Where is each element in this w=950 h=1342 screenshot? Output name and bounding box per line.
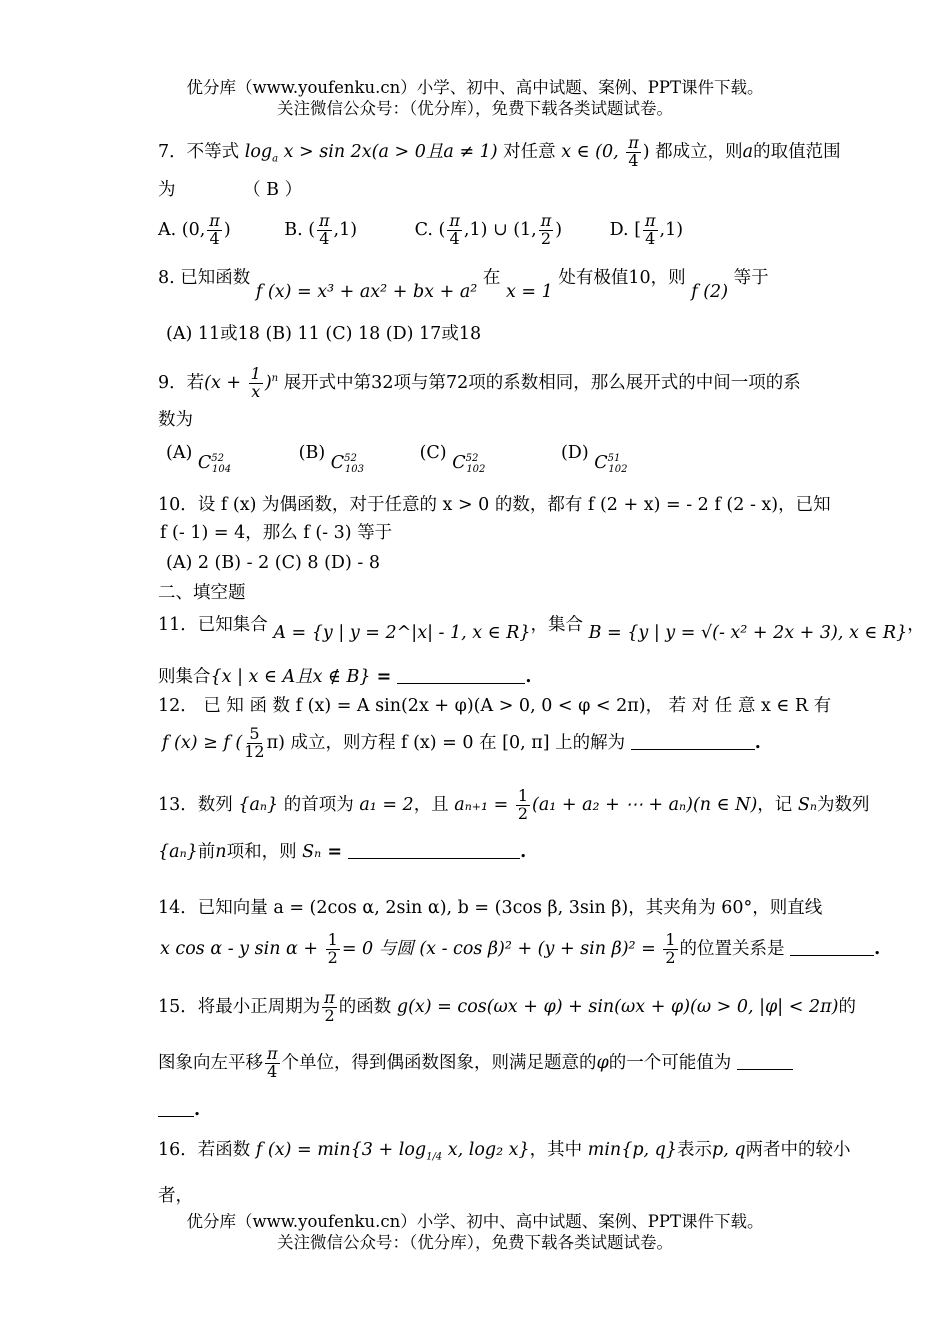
question-14-line-2: x cos α - y sin α + $\frac{1}{2}$ = 0 与圆 (x - cos β)² + (y + sin β)² = $\frac{1}{2}$ 的位置关系是 . <box>160 930 881 967</box>
q13-rec-b: (a₁ + a₂ + ⋯ + aₙ)(n ∈ N) <box>532 794 758 815</box>
q9-binomial: (x + $\frac{1}{x}$ )$^n$ <box>204 364 279 401</box>
q13-answer-blank[interactable] <box>348 842 520 859</box>
question-10-line-2: f (- 1) = 4，那么 f (- 3) 等于 <box>160 523 393 543</box>
q7-line-2-text: 为 <box>158 180 176 200</box>
q12-line-2b: π) 成立，则方程 f (x) = 0 在 [0, π] 上的解为 <box>266 732 626 753</box>
question-11-line-1 <box>158 615 925 643</box>
q7-option-a: A. <box>158 219 177 240</box>
q7-option-c: C. <box>414 219 433 240</box>
q9-option-a: (A) <box>166 442 193 463</box>
question-12-line-1: 12． 已 知 函 数 f (x) = A sin(2x + φ)(A > 0, 0 < φ < 2π)， 若 对 任 意 x ∈ R 有 <box>158 696 832 716</box>
q7-stem-a: 7．不等式 <box>158 141 240 162</box>
q7-stem-d: 的取值范围 <box>753 141 841 162</box>
question-10-options: (A) 2 (B) - 2 (C) 8 (D) - 8 <box>166 553 380 573</box>
q13-a1: a₁ = 2 <box>359 794 414 815</box>
q9-option-d: (D) <box>560 442 589 463</box>
q15-answer-blank-part-1[interactable] <box>737 1053 793 1070</box>
question-8-line-1 <box>158 268 769 302</box>
q13-sequence: {aₙ} <box>238 794 279 815</box>
q7-x-in: x ∈ (0, <box>561 141 625 162</box>
q13-stem-e: 为数列 <box>816 794 870 815</box>
question-16-line-1: 16．若函数 f $(x) = \min\{3 + \log_{1/4} x$, log₂ x}，其中 min{p, q}表示p, q两者中的较小 <box>158 1140 851 1163</box>
q8-x-eq: x = 1 <box>505 282 553 302</box>
q8-f2: f (2) <box>691 282 729 302</box>
question-15-line-1: 15．将最小正周期为 $\frac{\pi}{2}$ 的函数 g(x) = cos(ωx + φ) + sin(ωx + φ)(ω > 0, |φ| < 2π)的 <box>158 988 856 1025</box>
section-2-title: 二、填空题 <box>158 583 246 603</box>
q13-stem-d: ，记 <box>757 794 793 815</box>
q9-option-b: (B) <box>298 442 326 463</box>
q11-stem-b: ，集合 <box>530 615 584 635</box>
q7-option-d: D. <box>609 219 629 240</box>
q8-stem-b: 在 <box>482 268 501 288</box>
q13-rec-a: aₙ₊₁ = <box>454 794 514 815</box>
q11-stem-c: ， <box>907 615 925 635</box>
question-10-line-1: 10．设 f (x) 为偶函数，对于任意的 x > 0 的数，都有 f (2 + x) = - 2 f (2 - x)，已知 <box>158 495 831 515</box>
question-7-line-1: 7．不等式 $\log_a x > \sin 2x(a > 0$且a ≠ 1) 对任意 x ∈ (0, $\frac{\pi}{4}$ ) 都成立，则a的取值范围 <box>158 133 841 170</box>
question-14-line-1: 14．已知向量 a = (2cos α, 2sin α), b = (3cos β, 3sin β)，其夹角为 60°，则直线 <box>158 898 823 918</box>
question-9-options: (A) $C^{52}_{104}$ (B) $C^{52}_{103}$ (C) $C^{52}_{102}$ (D) $C^{51}_{102}$ <box>166 442 628 476</box>
question-16-line-2: 者， <box>158 1186 193 1206</box>
q13-stem-a: 13．数列 <box>158 794 233 815</box>
question-9-line-1 <box>158 366 801 401</box>
q8-stem-c: 处有极值10，则 <box>558 268 686 288</box>
q7-answer: （ B ） <box>243 180 303 200</box>
q11-set-b: B = {y | y = √(- x² + 2x + 3), x ∈ R} <box>588 623 908 643</box>
q12-frac: $\frac{5}{12}$ <box>244 724 265 761</box>
q11-stem-a: 11．已知集合 <box>158 615 268 635</box>
q11-set-c: {x | x ∈ A且x ∉ B} <box>210 667 371 687</box>
header-line-1: 优分库（www.youfenku.cn）小学、初中、高中试题、案例、PPT课件下载。 <box>186 78 764 97</box>
q8-stem-a: 8. 已知函数 <box>158 268 251 288</box>
question-9-line-2: 数为 <box>158 410 193 430</box>
question-15-line-2: 图象向左平移 $\frac{\pi}{4}$ 个单位，得到偶函数图象，则满足题意的φ的一个可能值为 <box>158 1046 793 1081</box>
q11-set-a: A = {y | y = 2^|x| - 1, x ∈ R} <box>273 623 531 643</box>
q15-function: g(x) = cos(ωx + φ) + sin(ωx + φ)(ω > 0, |φ| < 2π) <box>396 996 839 1017</box>
q8-function: f (x) = x³ + ax² + bx + a² <box>255 282 478 302</box>
q11-equals: = <box>370 667 398 687</box>
question-13-line-2: {aₙ}前n项和，则 Sₙ = . <box>158 842 527 862</box>
q7-log: $\log_a x > \sin 2x(a > 0$且a ≠ 1) <box>244 141 498 165</box>
q9-stem-b: 展开式中第32项与第72项的系数相同，那么展开式的中间一项的系 <box>283 372 801 393</box>
question-7-line-2 <box>158 182 302 200</box>
q13-stem-b: 的首项为 <box>283 794 354 815</box>
question-8-options: (A) 11或18 (B) 11 (C) 18 (D) 17或18 <box>166 324 482 344</box>
q16-function: f $(x) = \min\{3 + \log_{1/4} x$, log₂ x} <box>255 1140 530 1163</box>
q9-option-c: (C) <box>419 442 447 463</box>
question-12-line-2: f (x) ≥ f ( $\frac{5}{12}$ π) 成立，则方程 f (x) = 0 在 [0, π] 上的解为 . <box>162 724 761 761</box>
question-15-line-3: . <box>158 1100 200 1120</box>
q11-line-2a: 则集合 <box>158 667 211 687</box>
q9-stem-a: 9．若 <box>158 372 205 393</box>
q7-frac-pi-4: $\frac{\pi}{4}$ <box>628 133 639 170</box>
q7-a-var: a <box>742 141 754 162</box>
q8-stem-d: 等于 <box>733 268 769 288</box>
q7-option-b: B. <box>284 219 303 240</box>
question-11-line-2: 则集合{x | x ∈ A且x ∉ B} = . <box>158 667 532 687</box>
footer-line-1: 优分库（www.youfenku.cn）小学、初中、高中试题、案例、PPT课件下载。 <box>186 1212 764 1231</box>
question-7-options: A. (0, $\frac{\pi}{4}$ ) B. ( $\frac{\pi}{4}$ ,1) C. ( $\frac{\pi}{4}$ ,1) ∪ (1, $\frac{\pi}{2}$ ) D. [ $\frac{\pi}{4}$ ,1) <box>158 211 684 248</box>
q13-sn: Sₙ <box>797 794 817 815</box>
footer-line-2: 关注微信公众号：（优分库），免费下载各类试题试卷。 <box>277 1233 673 1252</box>
header-line-2: 关注微信公众号：（优分库），免费下载各类试题试卷。 <box>277 99 673 118</box>
q7-stem-c: 都成立，则 <box>655 141 743 162</box>
q7-stem-b: 对任意 <box>503 141 556 162</box>
q13-stem-c: ，且 <box>413 794 449 815</box>
q11-answer-blank[interactable] <box>397 667 525 684</box>
q12-answer-blank[interactable] <box>631 733 755 750</box>
q14-answer-blank[interactable] <box>790 939 874 956</box>
question-13-line-1: 13．数列 {aₙ} 的首项为 a₁ = 2，且 aₙ₊₁ = $\frac{1}{2}$ (a₁ + a₂ + ⋯ + aₙ)(n ∈ N)，记 Sₙ为数列 <box>158 786 870 823</box>
q12-line-2a: f (x) ≥ f ( <box>162 732 243 753</box>
q15-answer-blank-part-2[interactable] <box>158 1100 194 1117</box>
